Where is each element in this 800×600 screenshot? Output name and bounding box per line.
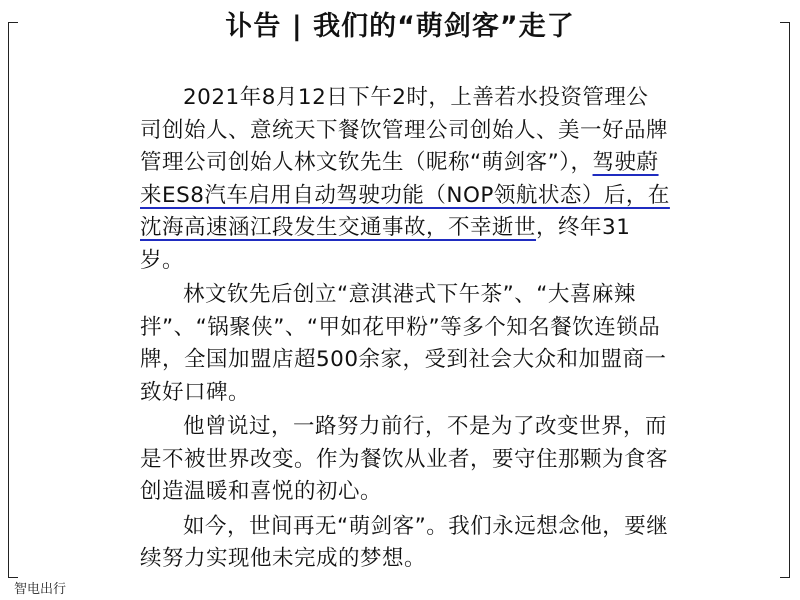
frame-corner-right-top [789,22,790,578]
paragraph-1-end: ，终年31岁。 [140,215,631,273]
paragraph-3: 他曾说过，一路努力前行，不是为了改变世界，而是不被世界改变。作为餐饮从业者，要守住那颗为食客创造温暖和喜悦的初心。 [140,414,669,504]
paragraph-1 [140,82,670,277]
paragraph-1-intro: 2021年8月12日下午2时，上善若水投资管理公司创始人、意统天下餐饮管理公司创始人、美一好品牌管理公司创始人林文钦先生（昵称“萌剑客”）， [140,85,669,175]
obituary-body [140,82,670,578]
frame-bottom-right-tick [780,577,790,578]
frame-corner-left-top [8,22,9,578]
paragraph-2: 林文钦先后创立“意淇港式下午茶”、“大喜麻辣拌”、“锅聚侠”、“甲如花甲粉”等多个知名餐饮连锁品牌，全国加盟店超500余家，受到社会大众和加盟商一致好口碑。 [140,282,667,405]
paragraph-4: 如今，世间再无“萌剑客”。我们永远想念他，要继续努力实现他未完成的梦想。 [140,513,669,571]
underlined-accident-text: 驾驶蔚来ES8汽车启用自动驾驶功能（NOP领航状态）后，在沈海高速涵江段发生交通事故，不幸逝世 [140,150,670,240]
document-title: 讣告 | 我们的“萌剑客”走了 [225,11,575,42]
source-watermark: 智电出行 [14,582,67,597]
